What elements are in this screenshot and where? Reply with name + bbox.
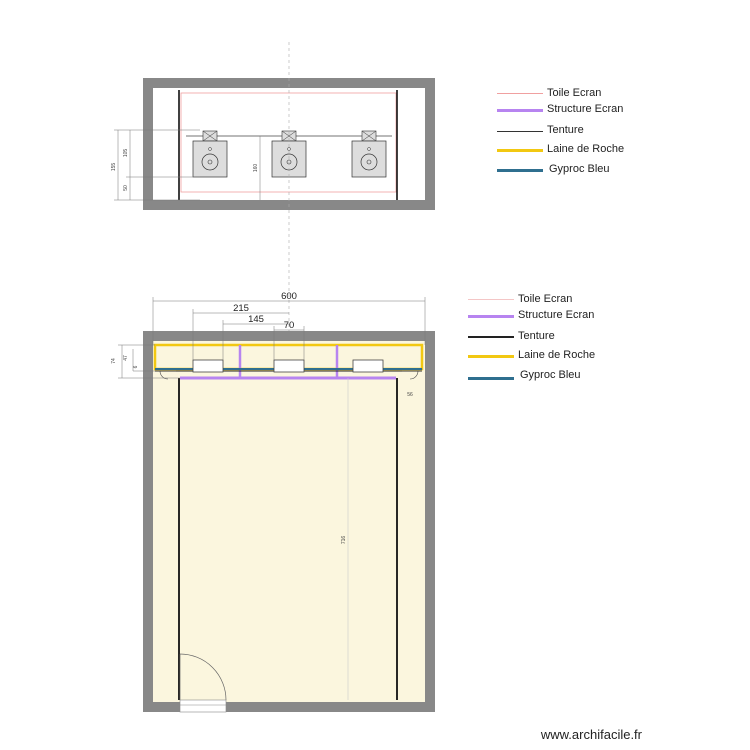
legend-label: Gyproc Bleu xyxy=(520,369,581,381)
legend-swatch xyxy=(497,93,543,94)
dim-plan-215: 215 xyxy=(233,303,249,314)
dim-plan-56: 56 xyxy=(407,392,413,398)
legend-swatch xyxy=(468,336,514,338)
legend-label: Toile Ecran xyxy=(547,87,602,99)
dim-elevation-50: 50 xyxy=(123,185,129,191)
dim-plan-600: 600 xyxy=(281,291,297,302)
legend-swatch xyxy=(468,315,514,318)
dim-elevation-160: 160 xyxy=(253,163,259,173)
legend-swatch xyxy=(468,299,514,300)
plan-floor xyxy=(153,341,425,702)
legend-label: Tenture xyxy=(547,124,584,136)
legend-swatch xyxy=(497,131,543,132)
legend-label: Structure Ecran xyxy=(547,103,624,115)
legend-swatch xyxy=(497,109,543,112)
dim-plan-70: 70 xyxy=(283,320,295,331)
legend-label: Laine de Roche xyxy=(518,349,596,361)
legend-label: Laine de Roche xyxy=(547,143,625,155)
dim-elevation-155: 155 xyxy=(111,162,117,172)
legend-swatch xyxy=(468,355,514,358)
legend-label: Tenture xyxy=(518,330,555,342)
plan-view xyxy=(111,291,435,712)
dim-plan-716: 716 xyxy=(341,535,347,545)
plan-speaker-left xyxy=(193,360,223,372)
dim-plan-47: 47 xyxy=(123,355,129,361)
dim-plan-145: 145 xyxy=(248,314,264,325)
watermark-text: www.archifacile.fr xyxy=(540,727,642,742)
legend-swatch xyxy=(468,377,514,380)
legend-label: Structure Ecran xyxy=(518,309,595,321)
elevation-view xyxy=(111,78,435,210)
plan-speaker-right xyxy=(353,360,383,372)
plan-speaker-center xyxy=(274,360,304,372)
legend-label: Gyproc Bleu xyxy=(549,163,610,175)
legend-swatch xyxy=(497,149,543,152)
dim-plan-6: 6 xyxy=(133,365,139,369)
dim-elevation-105: 105 xyxy=(123,148,129,158)
legend-label: Toile Ecran xyxy=(518,293,573,305)
legend-swatch xyxy=(497,169,543,172)
dim-plan-74: 74 xyxy=(111,358,117,364)
